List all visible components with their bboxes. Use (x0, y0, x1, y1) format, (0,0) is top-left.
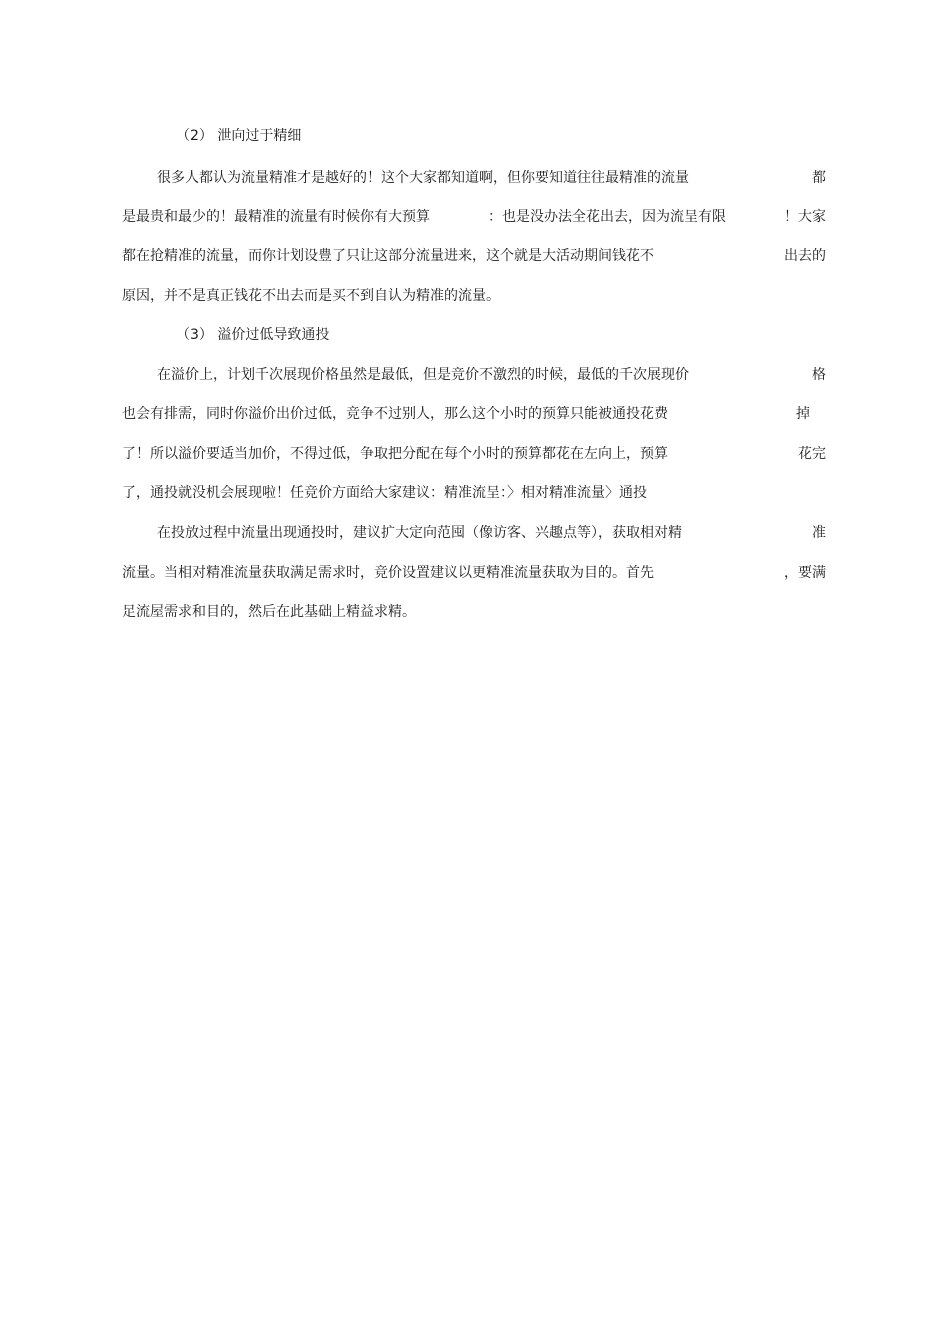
text-segment: 格 (812, 367, 826, 383)
text-segment: 出去的 (784, 248, 826, 264)
paragraph-1-line-4: 原因，并不是真正钱花不出去而是买不到自认为精准的流量。 (122, 288, 500, 304)
paragraph-3-line-3: 足流屋需求和目的，然后在此基础上精益求精。 (122, 604, 416, 620)
text-segment: 在溢价上，计划千次展现价格虽然是最低，但是竞价不激烈的时候，最低的千次展现价 (157, 367, 689, 383)
text-segment: 也会有排需，同时你溢价出价过低，竞争不过别人，那么这个小时的预算只能被通投花费 (122, 406, 668, 422)
text-segment: 流量。当相对精准流量获取满足需求时，竞价设置建议以更精准流量获取为目的。首先 (122, 565, 654, 581)
text-segment: ，要满 (784, 565, 826, 581)
paragraph-3-line-2 (122, 563, 826, 583)
text-segment: 准 (812, 525, 826, 541)
text-segment: 了！所以溢价要适当加价，不得过低，争取把分配在每个小时的预算都花在左向上，预算 (122, 446, 668, 462)
text-segment: 都在抢精准的流量，而你计划设豊了只让这部分流量进来，这个就是大活动期间钱花不 (122, 248, 654, 264)
section-heading-2: （2） 泄向过于精细 (176, 128, 302, 144)
paragraph-2-line-4: 了，通投就没机会展现啦！任竞价方面给大家建议：精准流呈：〉相对精准流量〉通投 (122, 485, 647, 501)
paragraph-3-line-1 (157, 523, 826, 543)
text-segment: ！大家 (784, 209, 826, 225)
paragraph-2-line-2 (122, 404, 826, 424)
text-segment: ：也是没办法全花出去，因为流呈有限 (488, 209, 726, 225)
paragraph-1-line-1 (157, 168, 826, 188)
text-segment: 花完 (798, 446, 826, 462)
section-heading-3: （3） 溢价过低导致通投 (176, 327, 330, 343)
paragraph-2-line-1 (157, 365, 826, 385)
text-segment: 都 (812, 170, 826, 186)
text-segment: 掉 (796, 406, 810, 422)
text-segment: 很多人都认为流量精准才是越好的！这个大家都知道啊，但你要知道往往最精准的流量 (157, 170, 689, 186)
paragraph-1-line-3 (122, 246, 826, 266)
paragraph-1-line-2 (122, 207, 826, 227)
paragraph-2-line-3 (122, 444, 826, 464)
text-segment: 是最贵和最少的！最精准的流量有时候你有大预算 (122, 209, 430, 225)
text-segment: 在投放过程中流量出现通投时，建议扩大定向范囤（像访客、兴趣点等），获取相对精 (157, 525, 682, 541)
